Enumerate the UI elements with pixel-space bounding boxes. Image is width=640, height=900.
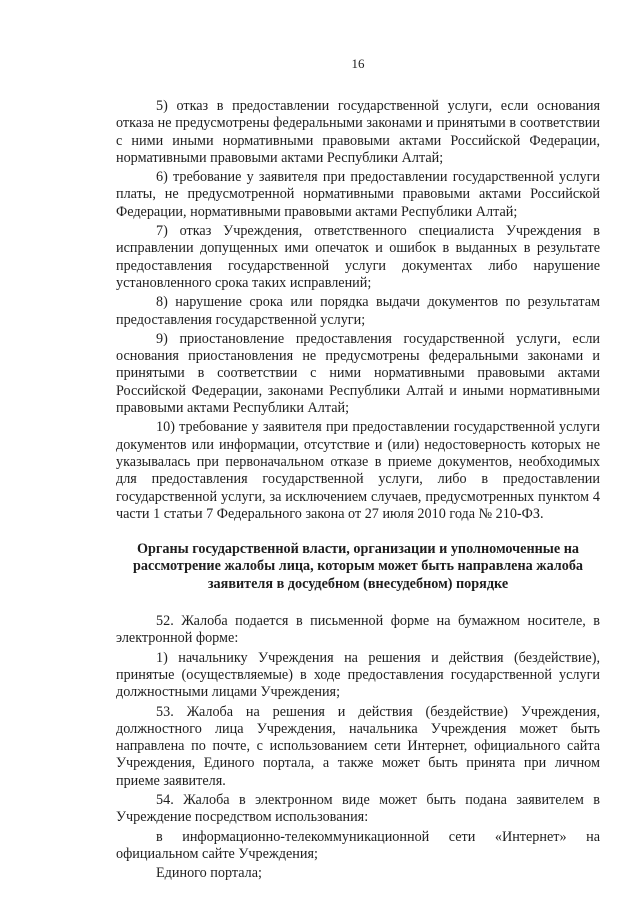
- paragraph-54: 54. Жалоба в электронном виде может быть подана заявителем в Учреждение посредством использования:: [116, 791, 600, 826]
- paragraph-item-7: 7) отказ Учреждения, ответственного специалиста Учреждения в исправлении допущенных ими опечаток и ошибок в выданных в результате предоставления государственной услуги документах либо нарушение установленного срока таких исправлений;: [116, 223, 600, 291]
- paragraph-item-6: 6) требование у заявителя при предоставлении государственной услуги платы, не предусмотренной нормативными правовыми актами Российской Федерации, нормативными правовыми актами Республики Алтай;: [116, 169, 600, 220]
- paragraph-54-portal: Единого портала;: [156, 865, 262, 882]
- section-title-line-3: заявителя в досудебном (внесудебном) порядке: [207, 575, 509, 592]
- paragraph-item-9: 9) приостановление предоставления государственной услуги, если основания приостановления не предусмотрены федеральными законами и принятыми в соответствии с ними нормативными правовыми актами Российской Федерации, законами Республики Алтай и иными нормативными правовыми актами Республики Алтай;: [116, 330, 600, 417]
- paragraph-52: 52. Жалоба подается в письменной форме на бумажном носителе, в электронной форме:: [116, 613, 600, 647]
- section-title-line-2: рассмотрение жалобы лица, которым может быть направлена жалоба: [132, 558, 584, 575]
- paragraph-item-5: 5) отказ в предоставлении государственной услуги, если основания отказа не предусмотрены федеральными законами и принятыми в соответствии с ними иными нормативными правовыми актами Российской Федерации, нормативными правовыми актами Республики Алтай;: [116, 98, 600, 166]
- section-title: [122, 541, 594, 593]
- paragraph-54-internet: в информационно-телекоммуникационной сети «Интернет» на официальном сайте Учреждения;: [116, 828, 600, 862]
- paragraph-52-item-1: 1) начальнику Учреждения на решения и действия (бездействие), принятые (осуществляемые) в ходе предоставления государственной услуги должностными лицами Учреждения;: [116, 649, 600, 701]
- paragraph-item-8: 8) нарушение срока или порядка выдачи документов по результатам предоставления государственной услуги;: [116, 294, 600, 328]
- page-number: 16: [351, 56, 365, 71]
- section-title-line-1: Органы государственной власти, организации и уполномоченные на: [137, 541, 579, 558]
- paragraph-item-10: 10) требование у заявителя при предоставлении государственной услуги документов или информации, отсутствие и (или) недостоверность которых не указывалась при первоначальном отказе в приеме документов, необходимых для предоставления государственной услуги, либо в предоставлении государственной услуги, за исключением случаев, предусмотренных пунктом 4 части 1 статьи 7 Федерального закона от 27 июля 2010 года № 210-ФЗ.: [116, 419, 600, 522]
- paragraph-53: 53. Жалоба на решения и действия (бездействие) Учреждения, должностного лица Учреждения, начальника Учреждения может быть направлена по почте, с использованием сети Интернет, официального сайта Учреждения, Единого портала, а также может быть принята при личном приеме заявителя.: [116, 703, 600, 789]
